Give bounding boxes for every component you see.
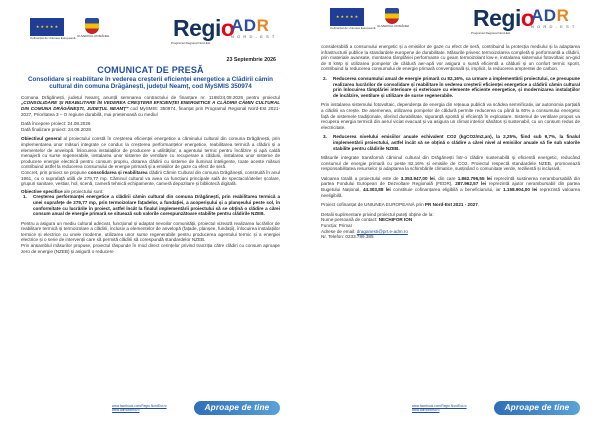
photovoltaic-paragraph: Prin instalarea sistemului fotovoltaic, dependența de energia din rețeaua publică va scădea semnificativ, iar autonomia parțială a clădirii va crește. De asemenea, utilizarea pompelor de căldură permite reducerea cu până la 60% a consumului energetic față de sistemele tradiționale, oferind durabilitate, siguranță sporită și eficiență în exploatare. Sistemul de ventilare propus va recupera energia termică din aerul viciat evacuat și va asigura un climat interior sănătos și sustenabil, cu un consum redus de electricitate. — [321, 102, 580, 130]
cofinancing-note: Proiect cofinanțat de UNIUNEA EUROPEANĂ prin PR Nord-Est 2021 - 2027. — [321, 202, 480, 208]
adr-logo-subtitle: NORD-EST — [531, 24, 578, 29]
press-subtitle: Consolidare și reabilitare în vederea creșterii eficienței energetice a Clădirii cămin cultural din comuna Drăgănești, județul Neamț, cod MySMIS 350974 — [28, 76, 273, 91]
concept-paragraph: Concret, prin proiect se propune consolidarea și reabilitarea clădirii Cămin Cultural din comuna Drăgănești, construită în anul 1961, cu o suprafață utilă de 279,77 mp. Căminul cultural va avea ca funcțiuni principale sală de spectacol/atelier școlare, grupuri sanitare, vestiar, hol, scenă, cameră tehnică echipamente, cameră depozitare și bibliotecă digitală. — [21, 169, 280, 187]
adr-mark: ADR — [531, 6, 570, 25]
eu-logo-text: Cofinanțat de Uniunea Europeană — [30, 36, 76, 40]
specific-objective-1: 1. Creșterea performanței energetice a clădirii cămin cultural din comuna Drăgănești, prin reabilitarea termică a unei suprafețe de 279,77 mp, prin termoizolare fațadelor, a fundației, a acoperișului și a planșeului peste sol, în conformitate cu lucrările în proiect, astfel încât la finalul implementării proiectului să se obțină o clădire a cărei consum anual de energie primară se situează sub valorile corespunzătoare stabilite pentru clădirile NZEB. — [23, 194, 280, 217]
adr-logo — [231, 16, 278, 39]
facebook-link: www.facebook.com/Regio.NordEst.ro — [112, 404, 167, 408]
footer-links[interactable] — [412, 404, 467, 412]
regio-logo-subtitle: Programul Regional Nord-Est — [471, 31, 511, 35]
adr-mark: ADR — [231, 16, 270, 35]
contact-phone: Nr. Telefon: 0233.789.385 — [321, 234, 374, 240]
page-footer — [0, 404, 300, 416]
footer-links[interactable] — [112, 404, 167, 412]
contact-function: Funcția: Primar — [321, 223, 353, 229]
start-date: Dată începere proiect: 24.08.2026 — [21, 121, 91, 127]
press-date: 23 Septembrie 2026 — [226, 57, 276, 63]
intro-paragraph: Comuna Drăgănești, județul Neamț, anunță semnarea contractului de finanțare nr. 1168/24.08.2026 pentru proiectul „CONSOLIDARE ȘI REABILITARE ÎN VEDEREA CREȘTERII EFICIENȚEI ENERGETICE A CLĂDIRII CĂMIN CULTURAL DIN COMUNA DRĂGĂNEȘTI, JUDEȚUL NEAMȚ” cod MySMIS: 350974, finanțat prin Programul Regional Nord-Est 2021-2027, Prioritatea 3 – O regiune durabilă, mai prietenoasă cu mediul — [21, 94, 280, 117]
government-logo — [77, 18, 110, 44]
contact-email: Adrese de email: draganesti@prt.e-adm.ro — [321, 228, 408, 234]
specific-objectives-heading: Obiective specifice ale proiectului sunt: — [21, 188, 104, 194]
regio-logo: Regio — [473, 5, 535, 31]
project-value: Valoarea totală a proiectului este de 3.353.947,00 lei, din care 1.862.796,55 lei reprezintă sustinerea nerambursabilă din partea Fondului European de Dezvoltare Regională (FEDR), 287.962,57 lei reprezintă ajutor nerambursabil din partea Bugetului Național, 44.303,88 lei constituie cofinanțarea eligibilă a beneficiarului, iar 1.158.904,00 lei reprezintă valoarea neeligibilă. — [321, 175, 580, 198]
end-date: Dată finalizare proiect: 24.08.2028 — [21, 126, 91, 132]
coat-of-arms-icon — [385, 8, 399, 24]
page-footer — [300, 404, 600, 416]
eu-flag-icon: ★ ★ ★ ★ ★ — [330, 8, 364, 26]
measures-summary: Măsurile integrate transformă căminul cultural din Drăgănești într-o clădire sustenabilă și eficientă energetic, reducând consumul de energie primară cu peste 82,16% și emisiile de CO2. Proiectul respectă standardele NZEB, promovează responsabilitatea resurselor și adaptarea la schimbările climatice, susținând o comunitate verde, rezilientă și inclusivă. — [321, 155, 580, 172]
regio-logo-subtitle: Programul Regional Nord-Est — [171, 41, 211, 45]
eu-logo — [330, 8, 376, 34]
approach-paragraph: Pentru a asigura un mediu cultural adecvat, funcțional și adaptat nevoilor comunității, proiectul vizează realizarea lucrărilor de reabilitare termică și termoizolare a clădirii, inclusiv a elementelor de anvelopă (fațade, planșee, fundații), înlocuirea instalațiilor termice și electrice cu unele moderne, utilizarea unor surse regenerabile pentru producerea agentului termic și a energiei electrice și o serie de intervenții care să permită clădirii să corespundă standardelor NZEB. — [21, 220, 280, 243]
coat-of-arms-icon — [85, 18, 99, 34]
government-logo-text: GUVERNUL ROMÂNIEI — [77, 34, 110, 38]
eu-logo-text: Cofinanțat de Uniunea Europeană — [330, 26, 376, 30]
footer-slogan: Aproape de tine — [194, 401, 280, 415]
regio-logo: Regio — [173, 15, 235, 41]
website-link: www.adrnordest.ro — [412, 408, 440, 412]
contact-person: Nume persoană de contact: NECHIFOR ION — [321, 217, 413, 223]
objective-paragraph: Obiectivul general al proiectului constă în creșterea eficienței energetice a căminului cultural din comuna Drăgănești, prin implementarea unor măsuri integrate ce conduc la creșterea performanțelor energetice, reabilitarea termică a clădirii și a elementelor de anvelopă. Înlocuirea instalațiilor de producere a utilităților, a agentului termic pentru încălzire și apă caldă menajeră cu surse regenerabile, instalarea unor sisteme de ventilare cu recuperare a căldurii, instalarea unor sisteme de producere energie electrică pentru consum propriu, dotarea clădirii cu sisteme de iluminat inteligente, toate aceste măsuri contribuind astfel la reducerea consumului de energie primară și a emisiilor de gaze cu efect de seră. — [21, 136, 280, 170]
details-line: Detalii suplimentare privind proiectul puteți obține de la: — [321, 211, 434, 217]
adr-logo — [531, 6, 578, 29]
continuation-paragraph: considerabilă a consumului energetic și a emisiilor de gaze cu efect de seră, contribuind la protecția mediului și la adaptarea infrastructurii publice la standardele europene de durabilitate. Măsurile privesc termoizolarea completă și performantă a clădirii, prin materiale avansate, montarea tâmplăriei performante cu geam termoizolant low-e, instalarea sistemului fotovoltaic on-grid de 8 kWp și utilizarea pompelor de căldură aer-apă vor asigura o sursă eficientă a căldurii și un confort termic sporit, contribuind la reducerea consumului de energie primară convențională și, implicit, la reducerea amprentei de carbon. — [321, 44, 580, 72]
document-page-2 — [300, 0, 600, 425]
eu-logo — [30, 18, 76, 44]
facebook-link: www.facebook.com/Regio.NordEst.ro — [412, 404, 467, 408]
adr-logo-subtitle: NORD-EST — [231, 34, 278, 39]
press-title: COMUNICAT DE PRESĂ — [97, 65, 204, 75]
email-link[interactable]: draganesti@prt.e-adm.ro — [356, 228, 408, 234]
eu-flag-icon: ★ ★ ★ ★ ★ — [30, 18, 64, 36]
website-link: www.adrnordest.ro — [112, 408, 140, 412]
header-logos — [21, 14, 280, 54]
measures-paragraph: Prin ansamblul măsurilor propuse, proiectul răspunde în mod direct cerințelor privind tranziția către clădiri cu consum aproape zero de energie (NZEB) și asigură o reducere — [21, 243, 280, 254]
header-logos — [321, 4, 580, 44]
footer-slogan: Aproape de tine — [494, 401, 580, 415]
specific-objective-2: 2. Reducerea consumului anual de energie primară cu 82,16%, ca urmare a implementării proiectului, ce presupune realizarea lucrărilor de consolidare și reabilitare în vederea creșterii eficienței energetice a clădirii cămin cultural prin înlocuirea tâmplăriei interioare și exterioare cu elemente eficiente energetice, și modernizarea instalațiilor de încălzire, ventilare și utilizare de surse regenerabile. — [323, 75, 580, 98]
specific-objective-3: 3. Reducerea nivelului emisiilor anuale echivalent CO2 (kgCO2/m2,an), la 2,25%, fiind sub 9,7%, la finalul implementării proiectului, astfel încât să se obțină o clădire a cărei nivel al emisiilor anuale să fie sub valorile stabilite pentru clădirile NZEB. — [323, 134, 580, 151]
government-logo — [377, 8, 410, 34]
government-logo-text: GUVERNUL ROMÂNIEI — [377, 24, 410, 28]
